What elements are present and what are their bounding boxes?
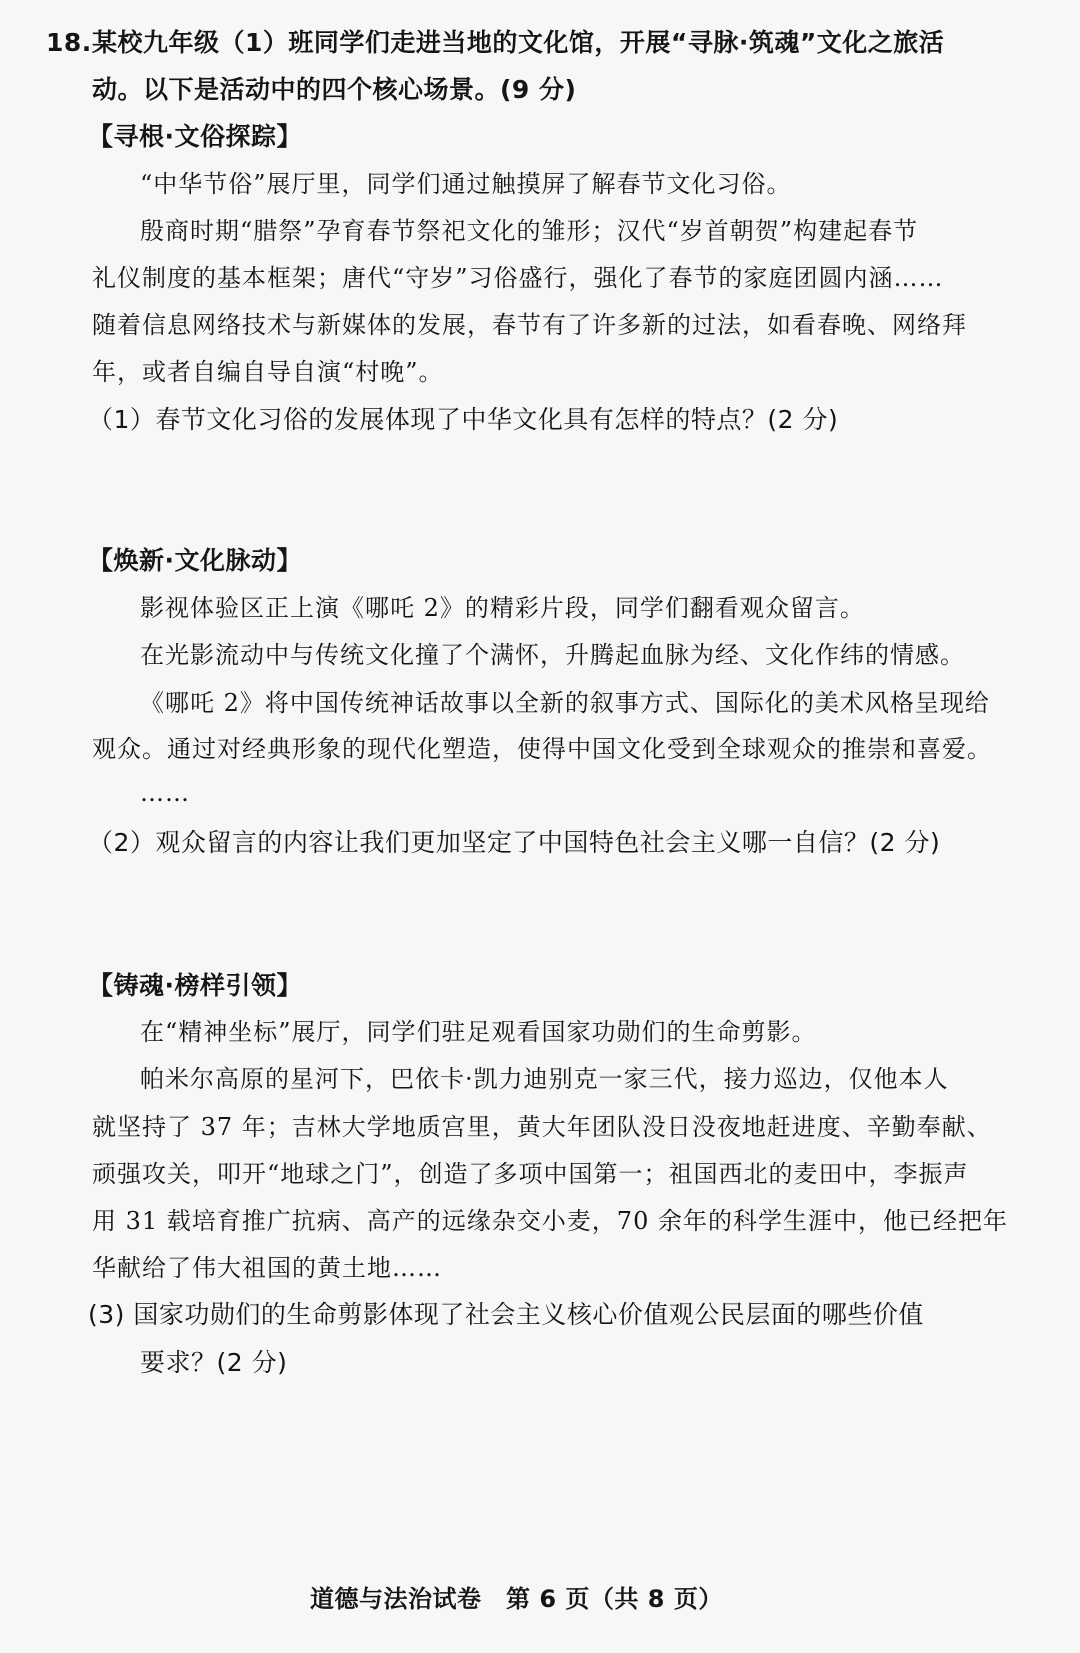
subquestion-3-line1: (3) 国家功勋们的生命剪影体现了社会主义核心价值观公民层面的哪些价值: [88, 1300, 924, 1329]
subquestion-3-line2: 要求？(2 分): [140, 1348, 288, 1377]
section2-line3: 《哪吒 2》将中国传统神话故事以全新的叙事方式、国际化的美术风格呈现给: [140, 689, 990, 717]
question-number: 18.: [46, 28, 92, 57]
section3-line3: 就坚持了 37 年；吉林大学地质宫里，黄大年团队没日没夜地赶进度、辛勤奉献、: [92, 1113, 992, 1141]
section2-line2: 在光影流动中与传统文化撞了个满怀，升腾起血脉为经、文化作纬的情感。: [140, 641, 965, 669]
section2-line5: ……: [140, 779, 190, 807]
section3-heading: 【铸魂·榜样引领】: [88, 971, 302, 1000]
question-intro-line1: 某校九年级（1）班同学们走进当地的文化馆，开展“寻脉·筑魂”文化之旅活: [92, 28, 945, 57]
subquestion-2: （2）观众留言的内容让我们更加坚定了中国特色社会主义哪一自信？(2 分): [88, 828, 941, 857]
section3-line6: 华献给了伟大祖国的黄土地……: [92, 1254, 442, 1282]
section3-line2: 帕米尔高原的星河下，巴依卡·凯力迪别克一家三代，接力巡边，仅他本人: [140, 1065, 949, 1093]
section1-line2: 殷商时期“腊祭”孕育春节祭祀文化的雏形；汉代“岁首朝贺”构建起春节: [140, 217, 919, 245]
section3-line1: 在“精神坐标”展厅，同学们驻足观看国家功勋们的生命剪影。: [140, 1018, 817, 1046]
section2-line1: 影视体验区正上演《哪吒 2》的精彩片段，同学们翻看观众留言。: [140, 594, 865, 622]
subquestion-1: （1）春节文化习俗的发展体现了中华文化具有怎样的特点？(2 分): [88, 405, 839, 434]
section1-line4: 随着信息网络技术与新媒体的发展，春节有了许多新的过法，如看春晚、网络拜: [92, 311, 967, 339]
section1-line5: 年，或者自编自导自演“村晚”。: [92, 358, 444, 386]
page-footer: 道德与法治试卷 第 6 页（共 8 页）: [310, 1585, 723, 1613]
section1-line3: 礼仪制度的基本框架；唐代“守岁”习俗盛行，强化了春节的家庭团圆内涵……: [92, 264, 944, 292]
question-intro-line2: 动。以下是活动中的四个核心场景。(9 分): [92, 75, 577, 104]
section2-heading: 【焕新·文化脉动】: [88, 546, 302, 575]
section3-line4: 顽强攻关，叩开“地球之门”，创造了多项中国第一；祖国西北的麦田中，李振声: [92, 1160, 969, 1188]
section2-line4: 观众。通过对经典形象的现代化塑造，使得中国文化受到全球观众的推崇和喜爱。: [92, 735, 992, 763]
section3-line5: 用 31 载培育推广抗病、高产的远缘杂交小麦，70 余年的科学生涯中，他已经把年: [92, 1207, 1008, 1235]
section1-heading: 【寻根·文俗探踪】: [88, 122, 302, 151]
section1-line1: “中华节俗”展厅里，同学们通过触摸屏了解春节文化习俗。: [140, 170, 792, 198]
